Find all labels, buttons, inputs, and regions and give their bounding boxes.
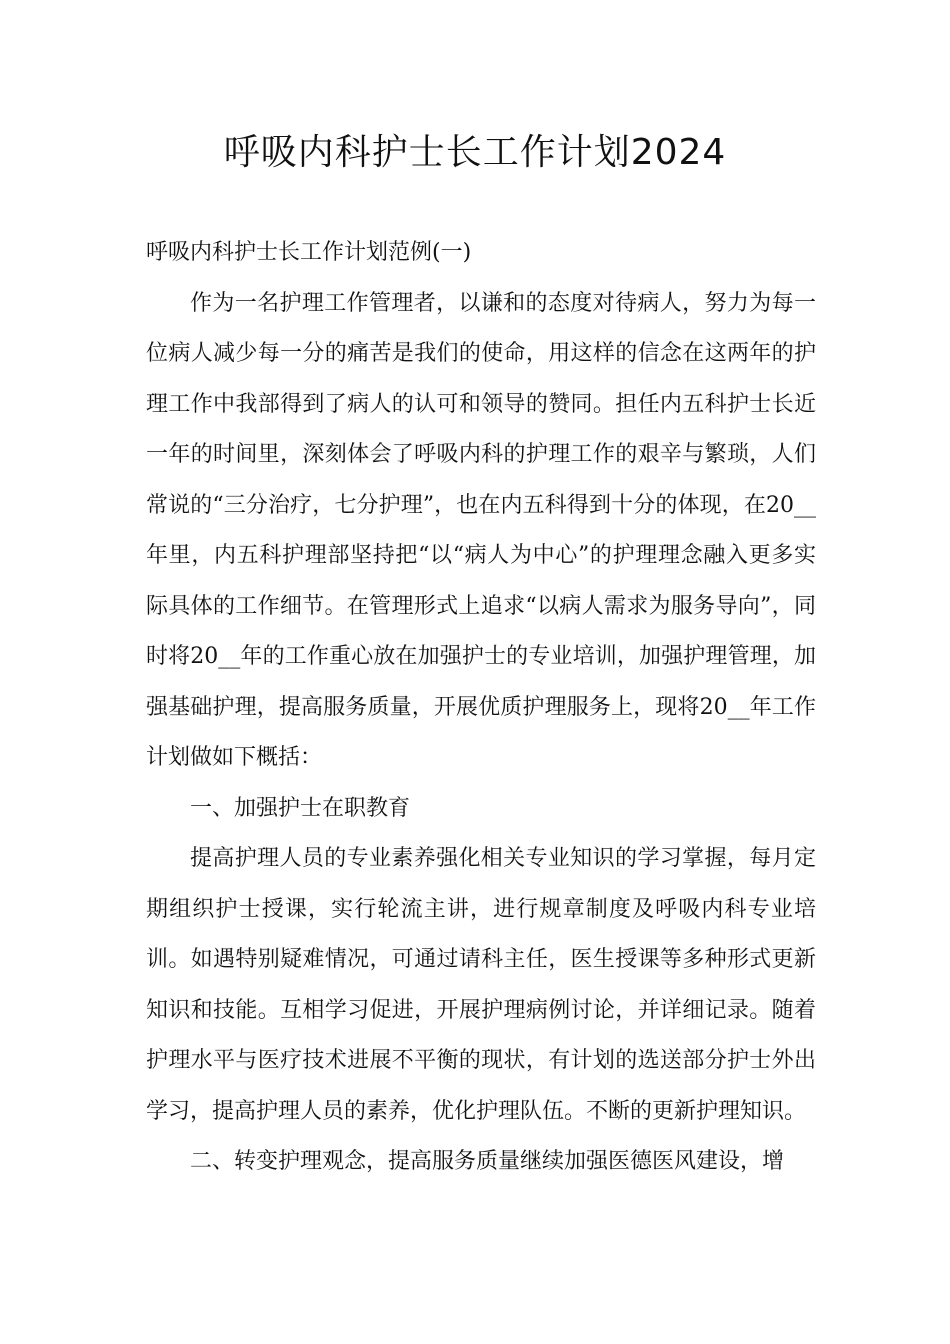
section-heading-2: 二、转变护理观念，提高服务质量继续加强医德医风建设，增 (190, 1149, 785, 1174)
paragraph-intro: 作为一名护理工作管理者，以谦和的态度对待病人，努力为每一位病人减少每一分的痛苦是我们的使命，用这样的信念在这两年的护理工作中我部得到了病人的认可和领导的赞同。担任内五科护士长近一年的时间里，深刻体会了呼吸内科的护理工作的艰辛与繁琐，人们常说的“三分治疗，七分护理”，也在内五科得到十分的体现，在20__年里，内五科护理部坚持把“以“病人为中心”的护理理念融入更多实际具体的工作细节。在管理形式上追求“以病人需求为服务导向”，同时将20__年的工作重心放在加强护士的专业培训，加强护理管理，加强基础护理，提高服务质量，开展优质护理服务上，现将20__年工作计划做如下概括： (146, 290, 816, 770)
section-heading-1: 一、加强护士在职教育 (190, 795, 411, 821)
document-title: 呼吸内科护士长工作计划2024 (223, 132, 727, 173)
document-subtitle: 呼吸内科护士长工作计划范例(一) (146, 240, 472, 265)
document-body (146, 228, 816, 1188)
paragraph-section-1: 提高护理人员的专业素养强化相关专业知识的学习掌握，每月定期组织护士授课，实行轮流主讲，进行规章制度及呼吸内科专业培训。如遇特别疑难情况，可通过请科主任，医生授课等多种形式更新知识和技能。互相学习促进，开展护理病例讨论，并详细记录。随着护理水平与医疗技术进展不平衡的现状，有计划的选送部分护士外出学习，提高护理人员的素养，优化护理队伍。不断的更新护理知识。 (146, 846, 816, 1124)
